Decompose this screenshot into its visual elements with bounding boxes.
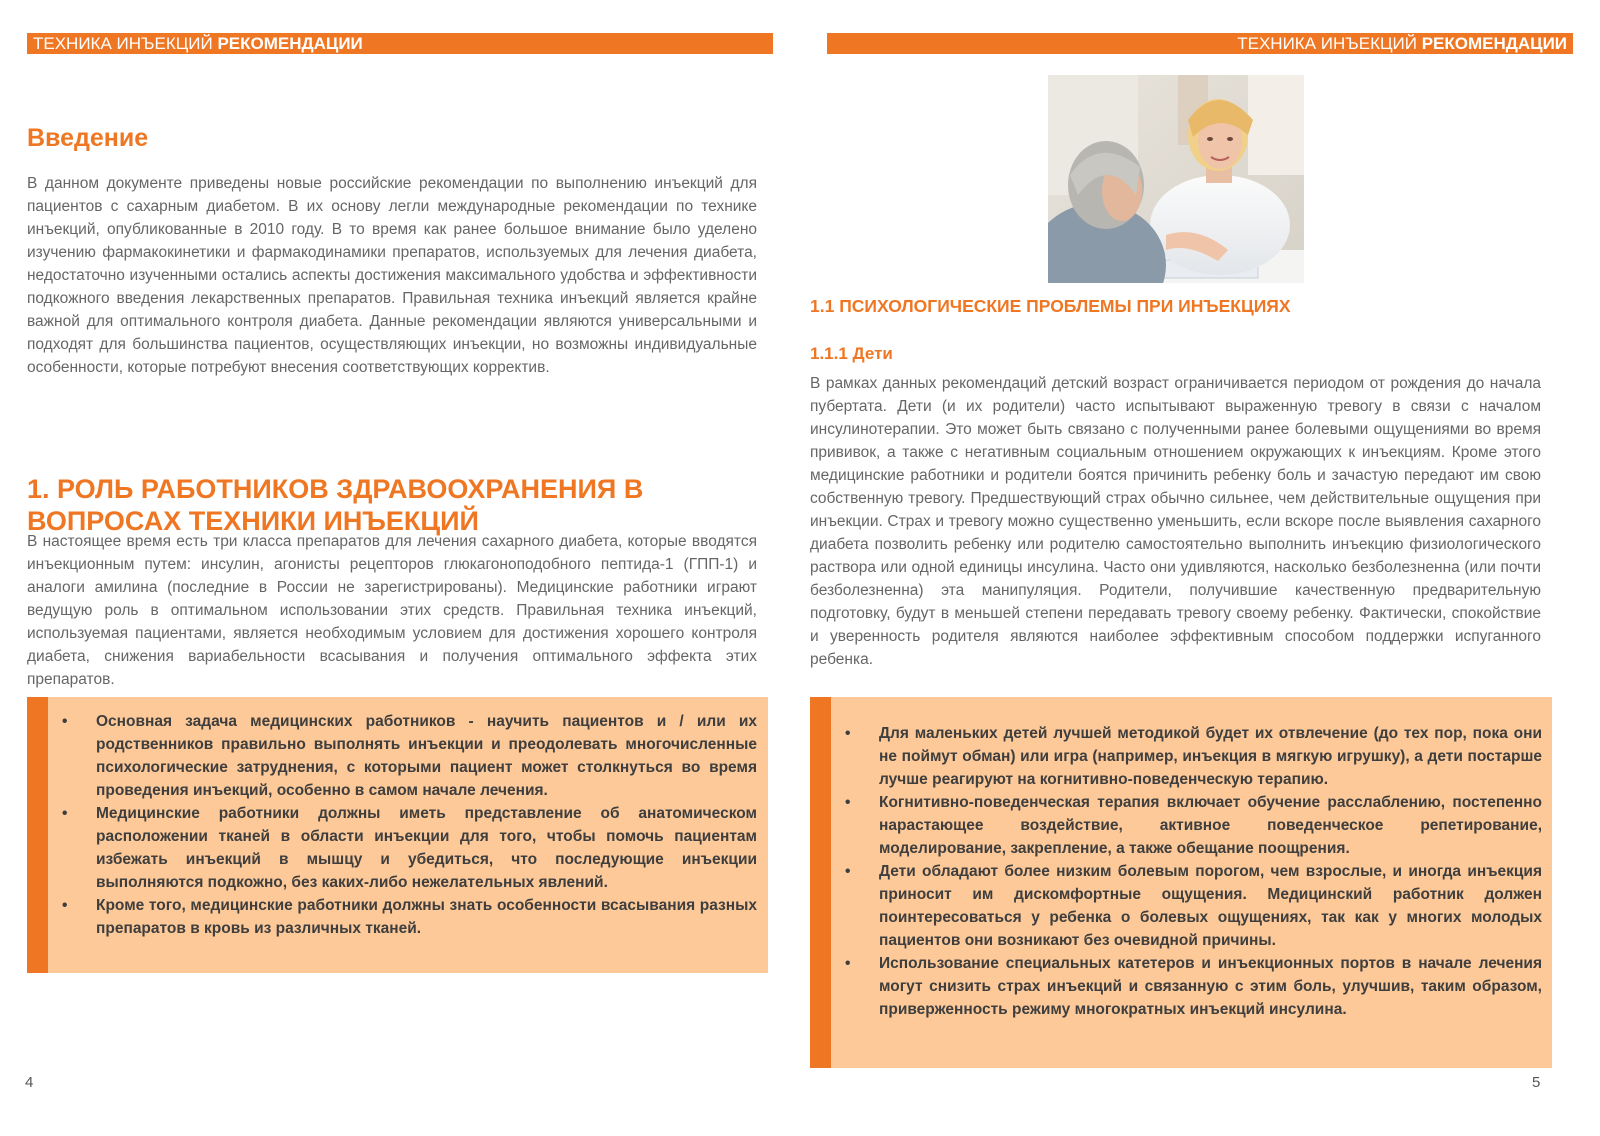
running-header bbox=[827, 33, 1573, 54]
bullet-icon: • bbox=[62, 713, 68, 730]
right-page bbox=[800, 0, 1600, 1136]
list-item bbox=[48, 802, 757, 894]
callout-accent-bar bbox=[27, 697, 48, 973]
list-item-text: Когнитивно-поведенческая терапия включает обучение расслаблению, постепенно нарастающее воздействие, активное поведенческое репетирование, моделирование, закрепление, а также обещание поощрения. bbox=[879, 794, 1542, 857]
list-item bbox=[48, 894, 757, 940]
bullet-icon: • bbox=[845, 725, 851, 742]
list-item bbox=[831, 860, 1542, 952]
list-item-text: Дети обладают более низким болевым порогом, чем взрослые, и иногда инъекция приносит им дискомфортные ощущения. Медицинский работник должен поинтересоваться у ребенка о болевых ощущениях, так как у многих молодых пациентов они возникают без очевидной причины. bbox=[879, 863, 1542, 949]
list-item bbox=[831, 791, 1542, 860]
bullet-icon: • bbox=[845, 955, 851, 972]
key-points-box bbox=[27, 697, 768, 973]
callout-accent-bar bbox=[810, 697, 831, 1068]
list-item-text: Использование специальных катетеров и инъекционных портов в начале лечения могут снизить страх инъекций и связанную с этим боль, улучшив, таким образом, приверженность режиму многократных инъекций инсулина. bbox=[879, 955, 1542, 1018]
page-number: 5 bbox=[1532, 1074, 1541, 1091]
header-strong: РЕКОМЕНДАЦИИ bbox=[1421, 34, 1567, 53]
bullet-icon: • bbox=[845, 794, 851, 811]
list-item-text: Медицинские работники должны иметь представление об анатомическом расположении тканей в области инъекции для того, чтобы помочь пациентам избежать инъекций в мышцу и убедиться, что последующие инъекции выполняются подкожно, без каких-либо нежелательных явлений. bbox=[96, 805, 757, 891]
children-paragraph: В рамках данных рекомендаций детский возраст ограничивается периодом от рождения до начала пубертата. Дети (и их родители) часто испытывают выраженную тревогу в связи с началом инсулинотерапии. Это может быть связано с полученными ранее болевыми ощущениями во время прививок, а также с негативным социальным отношением окружающих к инъекциям. Кроме этого медицинские работники и родители боятся причинить ребенку боль и зачастую передают им свою собственную тревогу. Предшествующий страх обычно сильнее, чем действительные ощущения при инъекции. Страх и тревогу можно существенно уменьшить, если вскоре после выявления сахарного диабета позволить ребенку или родителю самостоятельно выполнить инъекцию физиологического раствора или одной единицы инсулина. Часто они удивляются, насколько безболезненна (или почти безболезненна) эта манипуляция. Родители, получившие качественную предварительную подготовку, будут в меньшей степени передавать тревогу своему ребенку. Фактически, спокойствие и уверенность родителя являются наиболее эффективным способом поддержки испуганного ребенка. bbox=[810, 375, 1541, 668]
list-item-text: Кроме того, медицинские работники должны знать особенности всасывания разных препаратов в кровь из различных тканей. bbox=[96, 897, 757, 937]
bullet-icon: • bbox=[62, 805, 68, 822]
intro-paragraph: В данном документе приведены новые российские рекомендации по выполнению инъекций для пациентов с сахарным диабетом. В их основу легли международные рекомендации по технике инъекций, опубликованные в 2010 году. В то время как ранее большое внимание было уделено изучению фармакокинетики и фармакодинамики препаратов, используемых для лечения диабета, недостаточно изученными остались аспекты достижения максимального удобства и эффективности подкожного введения лекарственных препаратов. Правильная техника инъекций является крайне важной для оптимального контроля диабета. Данные рекомендации являются универсальными и подходят для большинства пациентов, осуществляющих инъекции, но возможны индивидуальные особенности, которые потребуют внесения соответствующих корректив. bbox=[27, 175, 757, 376]
sub-subsection-title: 1.1.1 Дети bbox=[810, 344, 893, 363]
header-prefix: ТЕХНИКА ИНЪЕКЦИЙ bbox=[33, 34, 218, 53]
running-header bbox=[27, 33, 773, 54]
section-paragraph: В настоящее время есть три класса препаратов для лечения сахарного диабета, которые вводятся инъекционным путем: инсулин, агонисты рецепторов глюкагоноподобного пептида-1 (ГПП-1) и аналоги амилина (последние в России не зарегистрированы). Медицинские работники играют ведущую роль в оптимальном использовании этих средств. Правильная техника инъекций, используемая пациентами, является необходимым условием для достижения хорошего контроля диабета, снижения вариабельности всасывания и получения оптимального эффекта этих препаратов. bbox=[27, 533, 757, 688]
header-strong: РЕКОМЕНДАЦИИ bbox=[217, 34, 363, 53]
bullet-icon: • bbox=[62, 897, 68, 914]
section-title: 1. РОЛЬ РАБОТНИКОВ ЗДРАВООХРАНЕНИЯ В ВОПРОСАХ ТЕХНИКИ ИНЪЕКЦИЙ bbox=[27, 474, 644, 536]
recommendations-list bbox=[831, 722, 1542, 1021]
list-item-text: Основная задача медицинских работников - научить пациентов и / или их родственников правильно выполнять инъекции и преодолевать многочисленные психологические затруднения, с которыми пациент может столкнуться во время проведения инъекций, особенно в самом начале лечения. bbox=[96, 713, 757, 799]
doctor-patient-photo bbox=[1048, 75, 1304, 283]
header-prefix: ТЕХНИКА ИНЪЕКЦИЙ bbox=[1237, 34, 1422, 53]
page-number: 4 bbox=[25, 1074, 34, 1091]
list-item bbox=[48, 710, 757, 802]
list-item bbox=[831, 722, 1542, 791]
intro-title: Введение bbox=[27, 124, 149, 152]
key-points-list bbox=[48, 710, 757, 940]
bullet-icon: • bbox=[845, 863, 851, 880]
recommendations-box bbox=[810, 697, 1552, 1068]
list-item-text: Для маленьких детей лучшей методикой будет их отвлечение (до тех пор, пока они не поймут обман) или игра (например, инъекция в мягкую игрушку), а дети постарше лучше реагируют на когнитивно-поведенческую терапию. bbox=[879, 725, 1542, 788]
subsection-title: 1.1 ПСИХОЛОГИЧЕСКИЕ ПРОБЛЕМЫ ПРИ ИНЪЕКЦИЯХ bbox=[810, 296, 1291, 316]
list-item bbox=[831, 952, 1542, 1021]
